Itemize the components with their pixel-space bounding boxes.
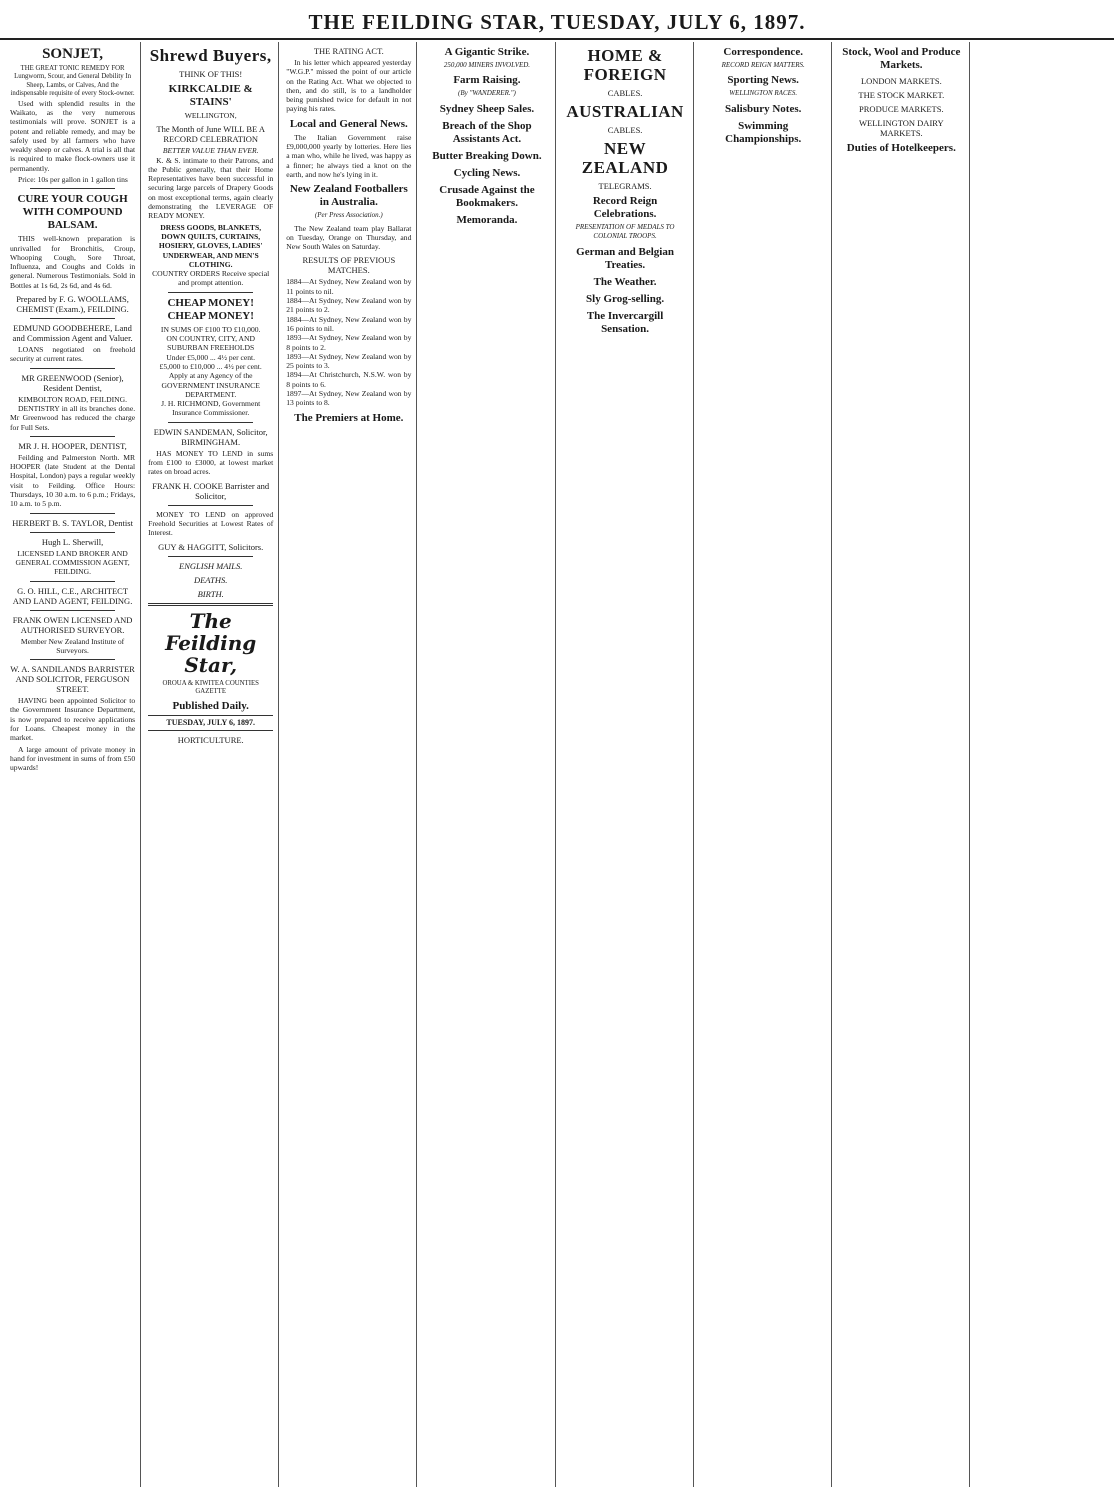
cough-body: THIS well-known preparation is unrivalled for Bronchitis, Croup, Whooping Cough, Sore Throat, Influenza, and Coughs and Colds in general. Numerous Testimonials. Sold in Bottles at 1s 6d, 2s 6d, and 4s 6d. [10, 234, 136, 290]
published-daily: Published Daily. [172, 700, 249, 713]
cycling-title: Cycling News. [453, 166, 521, 179]
sherwill-body: LICENSED LAND BROKER AND GENERAL COMMISSION AGENT, FEILDING. [15, 548, 130, 577]
crusade-title: Crusade Against the Bookmakers. [439, 183, 535, 209]
home-foreign-sub: CABLES. [607, 88, 643, 98]
result-0: 1884—At Sydney, New Zealand won by 11 points to nil. [286, 277, 412, 296]
insurance-body: HAVING been appointed Solicitor to the Government Insurance Department, is now prepared to receive applications for Loans. Cheapest money in the market. [10, 696, 136, 743]
hooper-body: Feilding and Palmerston North. MR HOOPER (late Student at the Dental Hospital, London) pays a regular weekly visit to Feilding. Office Hours: Thursdays, 10 30 a.m. to 6 p.m.; Fridays, 10 a.m. to 5 p.m. [10, 452, 136, 509]
star-sub: OROUA & KIWITEA COUNTIES GAZETTE [162, 679, 259, 695]
sonjet-title: SONJET, [42, 46, 104, 62]
goodbehere: EDMUND GOODBEHERE, Land and Commission Agent and Valuer. [12, 323, 133, 344]
sherwill-title: Hugh L. Sherwill, [41, 536, 104, 547]
sonjet-body: Used with splendid results in the Waikato, as the very numerous testimonials will prove. SONJET is a potent and reliable remedy, and may be safely used by all farmers who have weakly sheep or calves. A trial is all that is required to make flock-owners use it permanently. [10, 98, 136, 173]
home-foreign-title: HOME & FOREIGN [583, 46, 667, 84]
footballers-body: The New Zealand team play Ballarat on Tuesday, Orange on Thursday, and New South Wales on Saturday. [286, 223, 412, 252]
sly-title: Sly Grog-selling. [586, 292, 665, 305]
greenwood-title: MR GREENWOOD (Senior), Resident Dentist, [21, 372, 124, 393]
record-sub: PRESENTATION OF MEDALS TO COLONIAL TROOPS. [575, 223, 675, 241]
cooke-body: HAS MONEY TO LEND in sums from £100 to £3000, at lowest market rates on broad acres. [148, 448, 274, 477]
results-title: RESULTS OF PREVIOUS MATCHES. [302, 255, 396, 276]
owen-body: Member New Zealand Institute of Surveyors. [20, 636, 125, 655]
swimming-title: Swimming Championships. [725, 119, 802, 145]
stock-market-title: THE STOCK MARKET. [858, 90, 945, 100]
horticulture-title: HORTICULTURE. [177, 734, 244, 745]
record-title: Record Reign Celebrations. [592, 195, 658, 220]
german-title: German and Belgian Treaties. [576, 245, 674, 271]
strike-title: A Gigantic Strike. [444, 46, 530, 58]
result-5: 1894—At Christchurch, N.S.W. won by 8 points to 6. [286, 370, 412, 389]
month-celebration: The Month of June WILL BE A RECORD CELEBRATION [156, 124, 265, 145]
footballers-sub: (Per Press Association.) [314, 211, 383, 220]
australian-title: AUSTRALIAN [566, 102, 684, 121]
salisbury-title: Salisbury Notes. [724, 102, 802, 115]
result-1: 1884—At Sydney, New Zealand won by 21 points to 2. [286, 296, 412, 315]
column-1 [8, 42, 141, 1487]
column-4 [422, 42, 555, 1487]
result-6: 1897—At Sydney, New Zealand won by 13 points to 8. [286, 389, 412, 408]
shrewd-title: Shrewd Buyers, [149, 46, 272, 65]
column-3 [284, 42, 417, 1487]
issue-date: TUESDAY, JULY 6, 1897. [148, 715, 273, 730]
rating-title: THE RATING ACT. [313, 46, 384, 56]
memoranda-title: Memoranda. [456, 213, 518, 226]
kirkcaldie-body: K. & S. intimate to their Patrons, and the Public generally, that their Home Representatives have been successful in securing large parcels of Drapery Goods on most exceptional terms, again clearly demonstrating the LEVERAGE OF READY MONEY. [148, 155, 274, 221]
owen-title: FRANK OWEN LICENSED AND AUTHORISED SURVEYOR. [12, 614, 133, 635]
sandilands: W. A. SANDILANDS BARRISTER AND SOLICITOR, FERGUSON STREET. [10, 664, 135, 695]
nz-sub: TELEGRAMS. [598, 181, 652, 191]
country-orders: COUNTRY ORDERS Receive special and prompt attention. [152, 269, 270, 288]
slogan: BETTER VALUE THAN EVER. [162, 146, 259, 156]
sporting-sub: WELLINGTON RACES. [729, 89, 798, 98]
strike-sub: 250,000 MINERS INVOLVED. [443, 61, 531, 69]
hill: G. O. HILL, C.E., ARCHITECT AND LAND AGENT, FEILDING. [12, 585, 133, 606]
column-2 [146, 42, 279, 1487]
column-7 [837, 42, 970, 1487]
final-note: A large amount of private money in hand for investment in sums of from £50 upwards! [10, 744, 136, 773]
masthead [0, 0, 1114, 40]
deaths-title: DEATHS. [193, 574, 228, 585]
star-logo: The Feilding Star, [165, 608, 257, 677]
result-2: 1884—At Sydney, New Zealand won by 16 points to nil. [286, 314, 412, 333]
produce-title: PRODUCE MARKETS. [859, 104, 944, 114]
hooper-title: MR J. H. HOOPER, DENTIST, [18, 440, 127, 451]
sonjet-sub: THE GREAT TONIC REMEDY FOR Lungworm, Scour, and General Debility In Sheep, Lambs, or Calves, And the indispensable requisite of every Stock-owner. [10, 65, 135, 98]
goods-list: DRESS GOODS, BLANKETS, DOWN QUILTS, CURTAINS, HOSIERY, GLOVES, LADIES' UNDERWEAR, AND MEN'S CLOTHING. [158, 222, 263, 269]
columns [8, 42, 1108, 1487]
greenwood-body: DENTISTRY in all its branches done. Mr Greenwood has reduced the charge for Full Sets. [10, 403, 136, 432]
cough-title: CURE YOUR COUGH WITH COMPOUND BALSAM. [17, 193, 128, 232]
kirkcaldie-city: WELLINGTON, [184, 111, 237, 120]
breach-title: Breach of the Shop Assistants Act. [442, 119, 532, 145]
loans: LOANS negotiated on freehold security at current rates. [10, 345, 136, 364]
farm-title: Farm Raising. [453, 74, 521, 87]
butter-title: Butter Breaking Down. [432, 149, 542, 162]
kirkcaldie-title: KIRKCALDIE & STAINS' [168, 83, 253, 108]
australian-sub: CABLES. [607, 125, 643, 135]
rating-body: In his letter which appeared yesterday "W.G.P." missed the point of our article on the Rating Act. What we objected to then, and do still, is to a landholder being punished twice for default in not paying his rates. [286, 58, 412, 114]
weather-title: The Weather. [593, 275, 657, 288]
newspaper-title: THE FEILDING STAR, TUESDAY, JULY 6, 1897. [308, 10, 806, 34]
taylor: HERBERT B. S. TAYLOR, Dentist [12, 517, 133, 528]
local-news-body: The Italian Government raise £9,000,000 yearly by lotteries. Here lies a man who, while he lived, was happy as a finner; he always tied a knot on the earth, and now he's lying in it. [286, 132, 412, 179]
richmond: J. H. RICHMOND, Government Insurance Commissioner. [161, 399, 261, 418]
local-news-title: Local and General News. [289, 117, 408, 130]
rate-2: £5,000 to £10,000 ... 4½ per cent. [159, 361, 262, 371]
nz-title: NEW ZEALAND [581, 139, 669, 177]
sporting-title: Sporting News. [727, 74, 799, 87]
premiers-title: The Premiers at Home. [294, 411, 404, 424]
farm-sub: (By "WANDERER.") [458, 89, 516, 98]
invercargill-title: The Invercargill Sensation. [586, 309, 664, 335]
column-8 [975, 42, 1108, 1487]
hotel-title: Duties of Hotelkeepers. [846, 142, 956, 154]
footballers-title: New Zealand Footballers in Australia. [289, 183, 408, 209]
shrewd-sub: THINK OF THIS! [179, 69, 243, 79]
haggitt: GUY & HAGGITT, Solicitors. [158, 541, 264, 552]
sandeman: EDWIN SANDEMAN, Solicitor, BIRMINGHAM. [153, 426, 268, 447]
correspondence-title: Correspondence. [723, 46, 803, 58]
stock-title: Stock, Wool and Produce Markets. [842, 46, 961, 71]
correspondence-sub: RECORD REIGN MATTERS. [721, 61, 805, 69]
govt-agency: Apply at any Agency of the GOVERNMENT INSURANCE DEPARTMENT. [161, 371, 260, 399]
cheap-money-title: CHEAP MONEY! CHEAP MONEY! [167, 296, 254, 322]
result-3: 1893—At Sydney, New Zealand won by 8 points to 2. [286, 333, 412, 352]
column-5 [561, 42, 694, 1487]
london-title: LONDON MARKETS. [860, 76, 942, 86]
birth-title: BIRTH. [197, 588, 224, 599]
rate-1: Under £5,000 ... 4½ per cent. [166, 352, 256, 362]
dairy-title: WELLINGTON DAIRY MARKETS. [859, 118, 944, 138]
column-6 [699, 42, 832, 1487]
cheap-sums: IN SUMS OF £100 TO £10,000. [160, 324, 261, 334]
sheep-sales-title: Sydney Sheep Sales. [439, 102, 535, 115]
money-lend: MONEY TO LEND on approved Freehold Securities at Lowest Rates of Interest. [148, 509, 274, 538]
mails-title: ENGLISH MAILS. [179, 560, 243, 571]
result-4: 1893—At Sydney, New Zealand won by 25 points to 3. [286, 351, 412, 371]
greenwood-address: KIMBOLTON ROAD, FEILDING. [18, 394, 127, 404]
woollams: Prepared by F. G. WOOLLAMS, CHEMIST (Exam.), FEILDING. [16, 294, 129, 315]
cooke: FRANK H. COOKE Barrister and Solicitor, [152, 480, 270, 501]
sonjet-price: Price: 10s per gallon in 1 gallon tins [18, 175, 128, 184]
cheap-on: ON COUNTRY, CITY, AND SUBURBAN FREEHOLDS [166, 334, 255, 353]
